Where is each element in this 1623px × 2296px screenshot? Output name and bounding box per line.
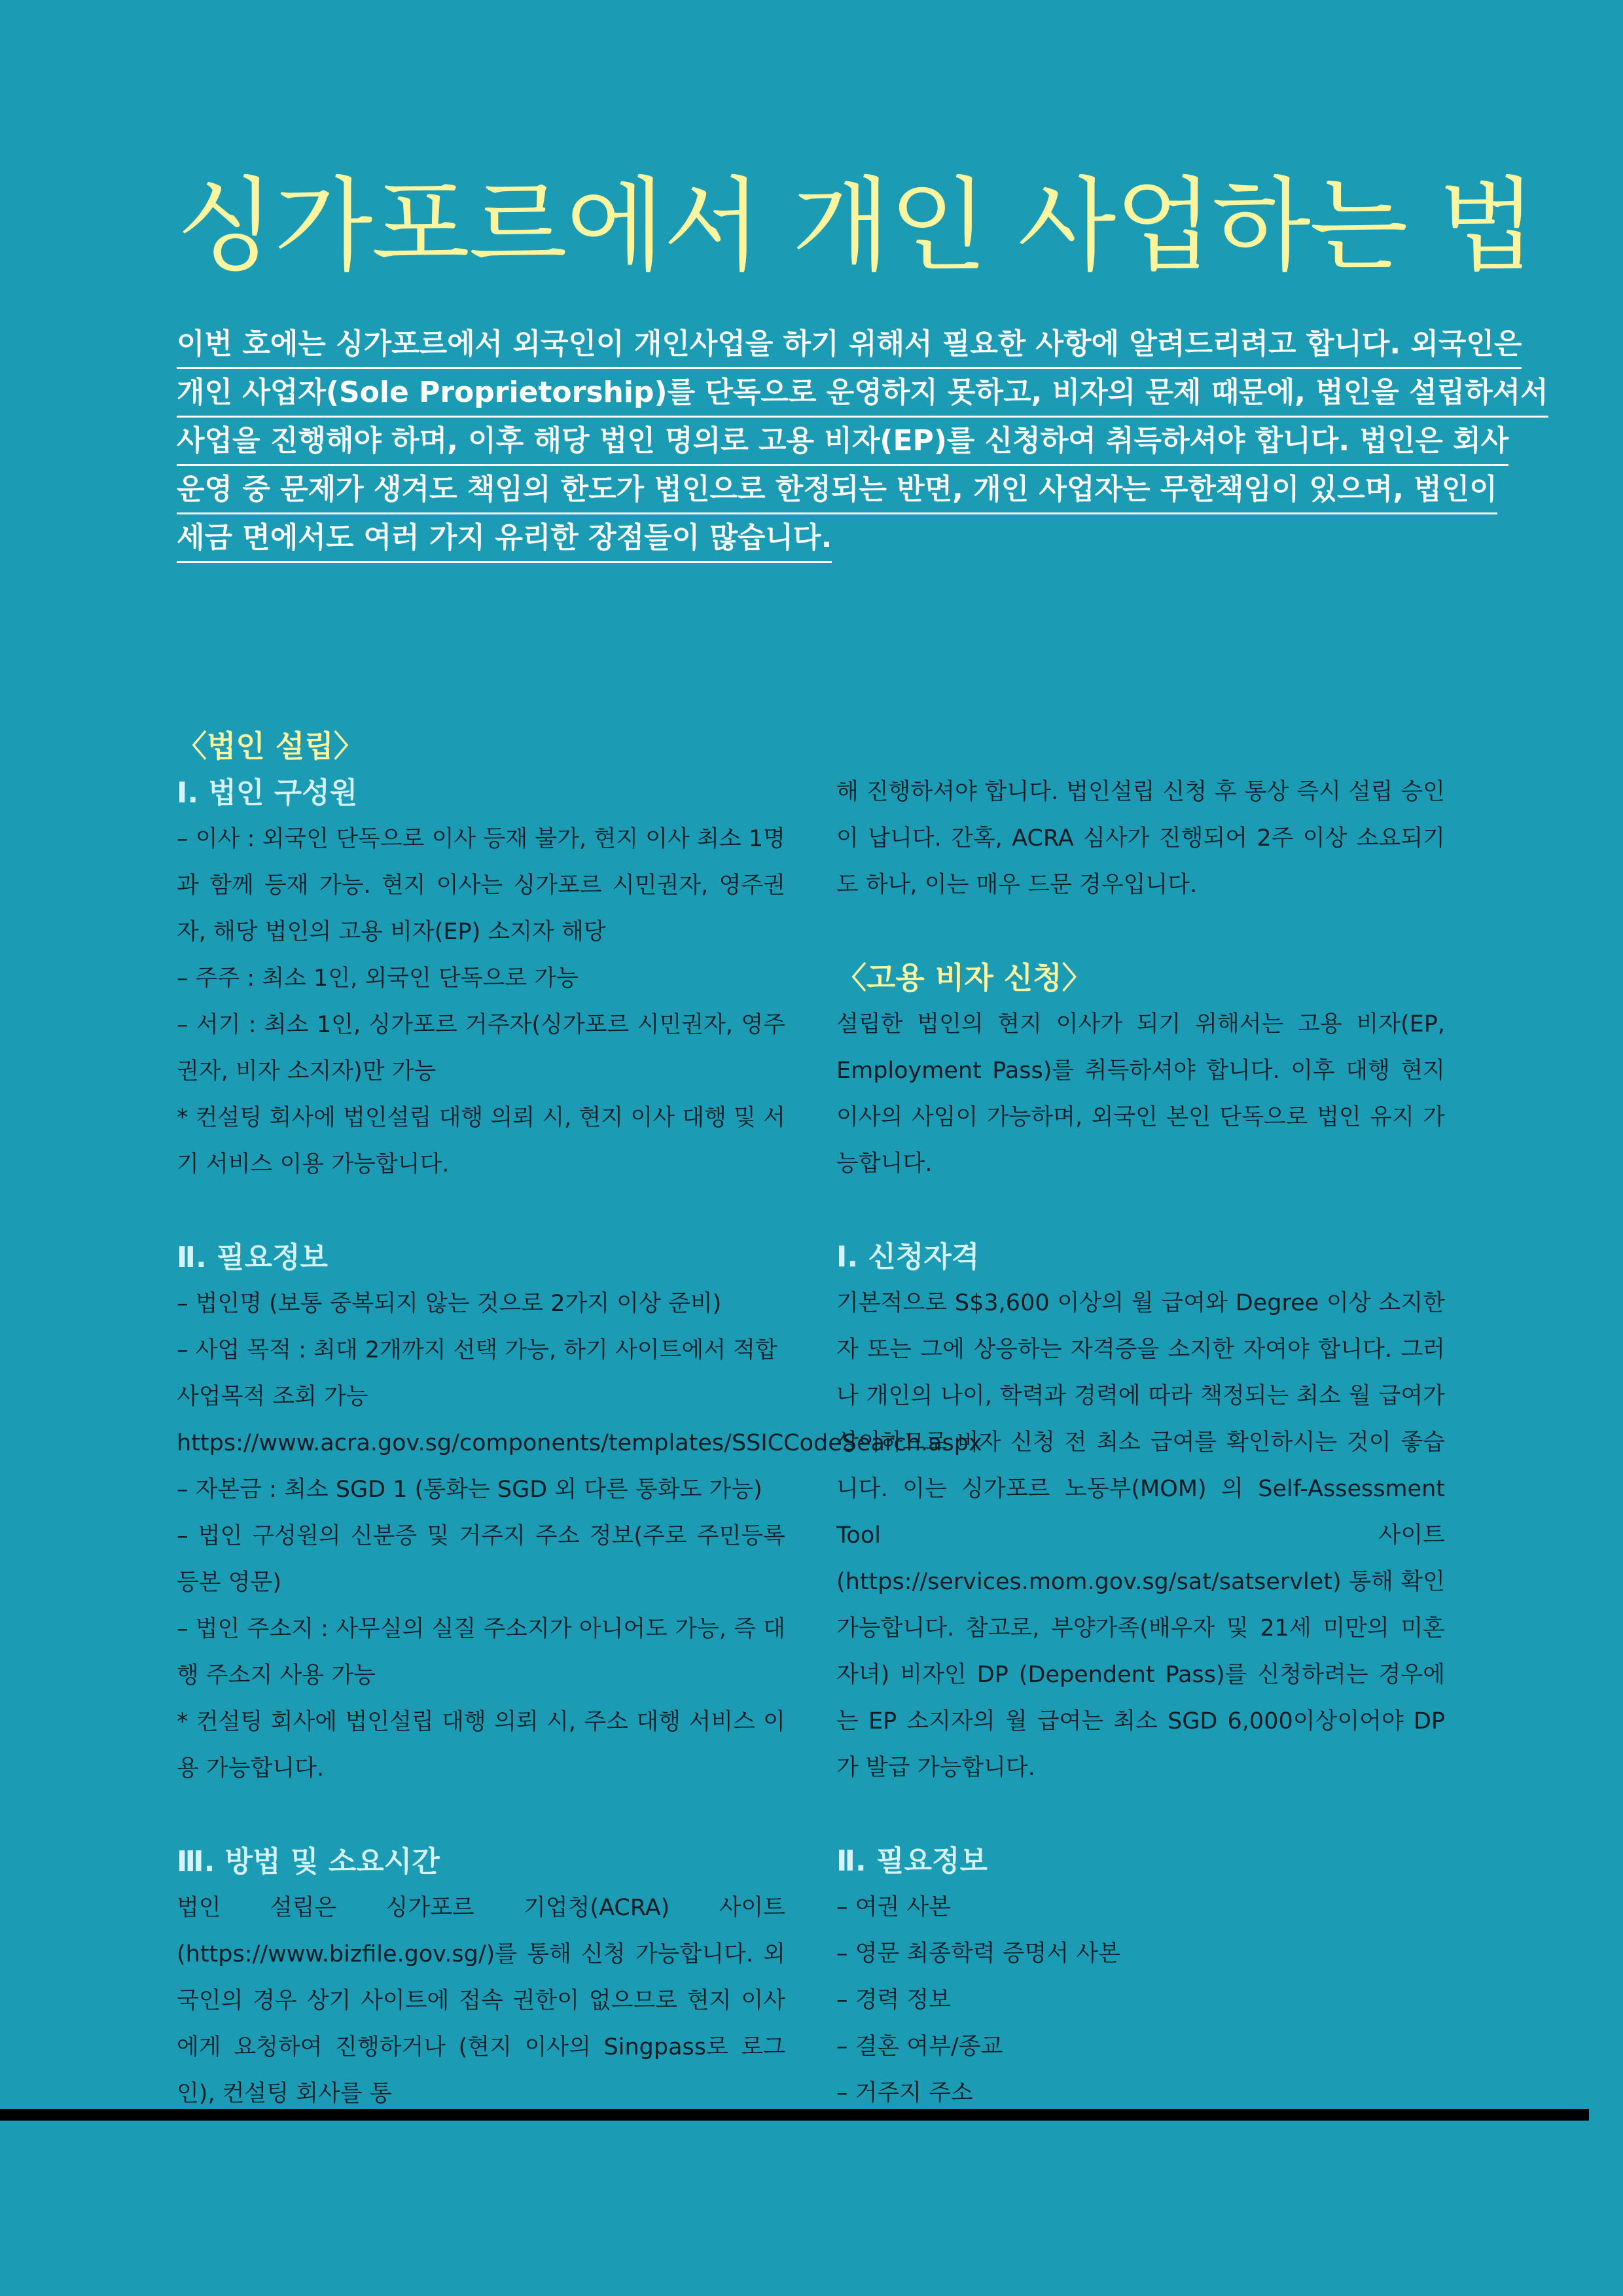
section-title-incorporation: 〈법인 설립〉 bbox=[177, 728, 364, 764]
eligibility-text: 기본적으로 S$3,600 이상의 월 급여와 Degree 이상 소지한 자 또는 그에 상응하는 자격증을 소지한 자여야 합니다. 그러나 개인의 나이, 학력과 경력에 따라 책정되는 최소 월 급여가 상이하므로 비자 신청 전 최소 급여를 확인하시는 것이 좋습니다. 이는 싱가포르 노동부(MOM) 의 Self-Assessment Tool 사이트(https://services.mom.gov.sg/sat/satservlet) 통해 확인 가능합니다. 참고로, 부양가족(배우자 및 21세 미만의 미혼 자녀) 비자인 DP (Dependent Pass)를 신청하려는 경우에는 EP 소지자의 월 급여는 최소 SGD 6,000이상이어야 DP가 발급 가능합니다. bbox=[836, 1290, 1445, 1781]
method-text: 법인 설립은 싱가포르 기업청(ACRA) 사이트(https://www.bizfile.gov.sg/)를 통해 신청 가능합니다. 외국인의 경우 상기 사이트에 접속 권한이 없으므로 현지 이사에게 요청하여 진행하거나 (현지 이사의 Singpass로 로그인), 컨설팅 회사를 통 bbox=[177, 1895, 785, 2107]
address-text: – 법인 주소지 : 사무실의 실질 주소지가 아니어도 가능, 즉 대행 주소지 사용 가능 bbox=[177, 1616, 785, 1689]
members-note: * 컨설팅 회사에 법인설립 대행 의뢰 시, 현지 이사 대행 및 서기 서비스 이용 가능합니다. bbox=[177, 1105, 785, 1177]
intro-line: 운영 중 문제가 생겨도 책임의 한도가 법인으로 한정되는 반면, 개인 사업자는 무한책임이 있으며, 법인이 bbox=[177, 466, 1497, 514]
intro-line: 사업을 진행해야 하며, 이후 해당 법인 명의로 고용 비자(EP)를 신청하여 취득하셔야 합니다. 법인은 회사 bbox=[177, 418, 1508, 466]
page-title: 싱가포르에서 개인 사업하는 법 bbox=[177, 166, 1535, 285]
list-item: – 경력 정보 bbox=[836, 1987, 951, 2013]
heading-visa-required-info: Ⅱ. 필요정보 bbox=[836, 1844, 988, 1878]
business-purpose-text: – 사업 목적 : 최대 2개까지 선택 가능, 하기 사이트에서 적합 사업목적 조회 가능 https://www.acra.gov.sg/components/templates/SSICCodeSearch.aspx bbox=[177, 1337, 982, 1456]
method-continued-text: 해 진행하셔야 합니다. 법인설립 신청 후 통상 즉시 설립 승인이 납니다. 간혹, ACRA 심사가 진행되어 2주 이상 소요되기도 하나, 이는 매우 드문 경우입니다. bbox=[836, 779, 1445, 898]
company-name-text: – 법인명 (보통 중복되지 않는 것으로 2가지 이상 준비) bbox=[177, 1291, 722, 1317]
heading-eligibility: Ⅰ. 신청자격 bbox=[836, 1240, 980, 1274]
employment-visa-text: 설립한 법인의 현지 이사가 되기 위해서는 고용 비자(EP, Employment Pass)를 취득하셔야 합니다. 이후 대행 현지 이사의 사임이 가능하며, 외국인 본인 단독으로 법인 유지 가능합니다. bbox=[836, 1011, 1445, 1177]
heading-members: Ⅰ. 법인 구성원 bbox=[177, 776, 358, 810]
list-item: – 영문 최종학력 증명서 사본 bbox=[836, 1941, 1120, 1967]
intro-line: 이번 호에는 싱가포르에서 외국인이 개인사업을 하기 위해서 필요한 사항에 알려드리려고 합니다. 외국인은 bbox=[177, 321, 1522, 369]
shareholders-text: – 주주 : 최소 1인, 외국인 단독으로 가능 bbox=[177, 965, 579, 992]
list-item: – 여권 사본 bbox=[836, 1894, 951, 1920]
bottom-rule bbox=[0, 2109, 1589, 2121]
intro-line: 개인 사업자(Sole Proprietorship)를 단독으로 운영하지 못하고, 비자의 문제 때문에, 법인을 설립하셔서 bbox=[177, 369, 1548, 418]
heading-method: Ⅲ. 방법 및 소요시간 bbox=[177, 1845, 440, 1878]
right-column bbox=[836, 769, 1445, 2117]
required-info-note: * 컨설팅 회사에 법인설립 대행 의뢰 시, 주소 대행 서비스 이용 가능합니다. bbox=[177, 1709, 785, 1782]
list-item: – 거주지 주소 bbox=[836, 2080, 973, 2106]
intro-paragraph bbox=[177, 321, 1548, 563]
heading-required-info: Ⅱ. 필요정보 bbox=[177, 1241, 329, 1274]
capital-text: – 자본금 : 최소 SGD 1 (통화는 SGD 외 다른 통화도 가능) bbox=[177, 1477, 762, 1503]
directors-text: – 이사 : 외국인 단독으로 이사 등재 불가, 현지 이사 최소 1명과 함께 등재 가능. 현지 이사는 싱가포르 시민권자, 영주권자, 해당 법인의 고용 비자(EP) 소지자 해당 bbox=[177, 826, 785, 945]
list-item: – 결혼 여부/종교 bbox=[836, 2034, 1003, 2060]
intro-line: 세금 면에서도 여러 가지 유리한 장점들이 많습니다. bbox=[177, 514, 832, 563]
identity-text: – 법인 구성원의 신분증 및 거주지 주소 정보(주로 주민등록 등본 영문) bbox=[177, 1523, 785, 1596]
secretary-text: – 서기 : 최소 1인, 싱가포르 거주자(싱가포르 시민권자, 영주권자, 비자 소지자)만 가능 bbox=[177, 1012, 785, 1085]
section-title-employment-visa: 〈고용 비자 신청〉 bbox=[836, 960, 1092, 996]
